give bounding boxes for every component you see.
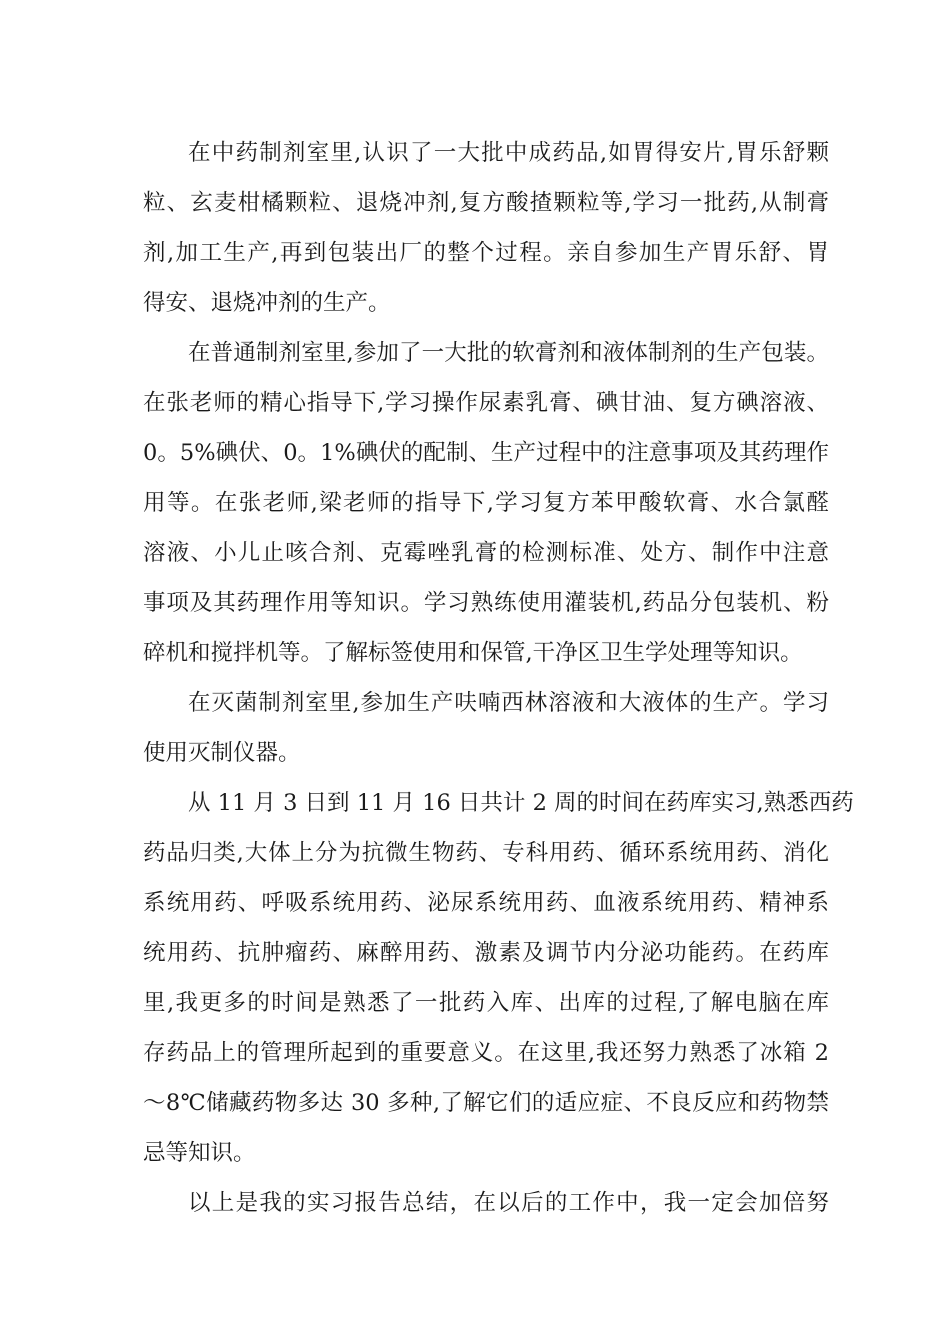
text-line: 得安、退烧冲剂的生产。 xyxy=(143,290,391,316)
text-line: 在张老师的精心指导下,学习操作尿素乳膏、碘甘油、复方碘溶液、 xyxy=(143,390,829,416)
text-line: 碎机和搅拌机等。了解标签使用和保管,干净区卫生学处理等知识。 xyxy=(143,640,803,666)
document-body xyxy=(143,128,854,1228)
text-line: ～8℃储藏药物多达 30 多种,了解它们的适应症、不良反应和药物禁 xyxy=(143,1090,829,1116)
text-line: 0。5%碘伏、0。1%碘伏的配制、生产过程中的注意事项及其药理作 xyxy=(143,440,829,466)
text-line: 在普通制剂室里,参加了一大批的软膏剂和液体制剂的生产包装。 xyxy=(188,340,829,366)
text-line: 在灭菌制剂室里,参加生产呋喃西林溶液和大液体的生产。学习 xyxy=(188,690,829,716)
text-line: 药品归类,大体上分为抗微生物药、专科用药、循环系统用药、消化 xyxy=(143,840,829,866)
paragraph-2 xyxy=(143,328,829,678)
text-line: 粒、玄麦柑橘颗粒、退烧冲剂,复方酸揸颗粒等,学习一批药,从制膏 xyxy=(143,190,829,216)
text-line: 事项及其药理作用等知识。学习熟练使用灌装机,药品分包装机、粉 xyxy=(143,590,829,616)
paragraph-5 xyxy=(143,1178,829,1228)
paragraph-3 xyxy=(143,678,829,778)
text-line: 系统用药、呼吸系统用药、泌尿系统用药、血液系统用药、精神系 xyxy=(143,890,829,916)
text-line: 用等。在张老师,梁老师的指导下,学习复方苯甲酸软膏、水合氯醛 xyxy=(143,490,829,516)
text-line: 存药品上的管理所起到的重要意义。在这里,我还努力熟悉了冰箱 2 xyxy=(143,1040,829,1066)
text-line: 统用药、抗肿瘤药、麻醉用药、激素及调节内分泌功能药。在药库 xyxy=(143,940,829,966)
text-line: 剂,加工生产,再到包装出厂的整个过程。亲自参加生产胃乐舒、胃 xyxy=(143,240,829,266)
paragraph-4 xyxy=(143,778,854,1178)
text-line: 以上是我的实习报告总结，在以后的工作中，我一定会加倍努 xyxy=(188,1190,829,1216)
text-line: 使用灭制仪器。 xyxy=(143,740,301,766)
paragraph-1 xyxy=(143,128,829,328)
text-line: 在中药制剂室里,认识了一大批中成药品,如胃得安片,胃乐舒颗 xyxy=(188,140,829,166)
text-line: 溶液、小儿止咳合剂、克霉唑乳膏的检测标准、处方、制作中注意 xyxy=(143,540,829,566)
text-line: 忌等知识。 xyxy=(143,1140,256,1166)
text-line: 里,我更多的时间是熟悉了一批药入库、出库的过程,了解电脑在库 xyxy=(143,990,829,1016)
text-line: 从 11 月 3 日到 11 月 16 日共计 2 周的时间在药库实习,熟悉西药 xyxy=(188,790,854,816)
